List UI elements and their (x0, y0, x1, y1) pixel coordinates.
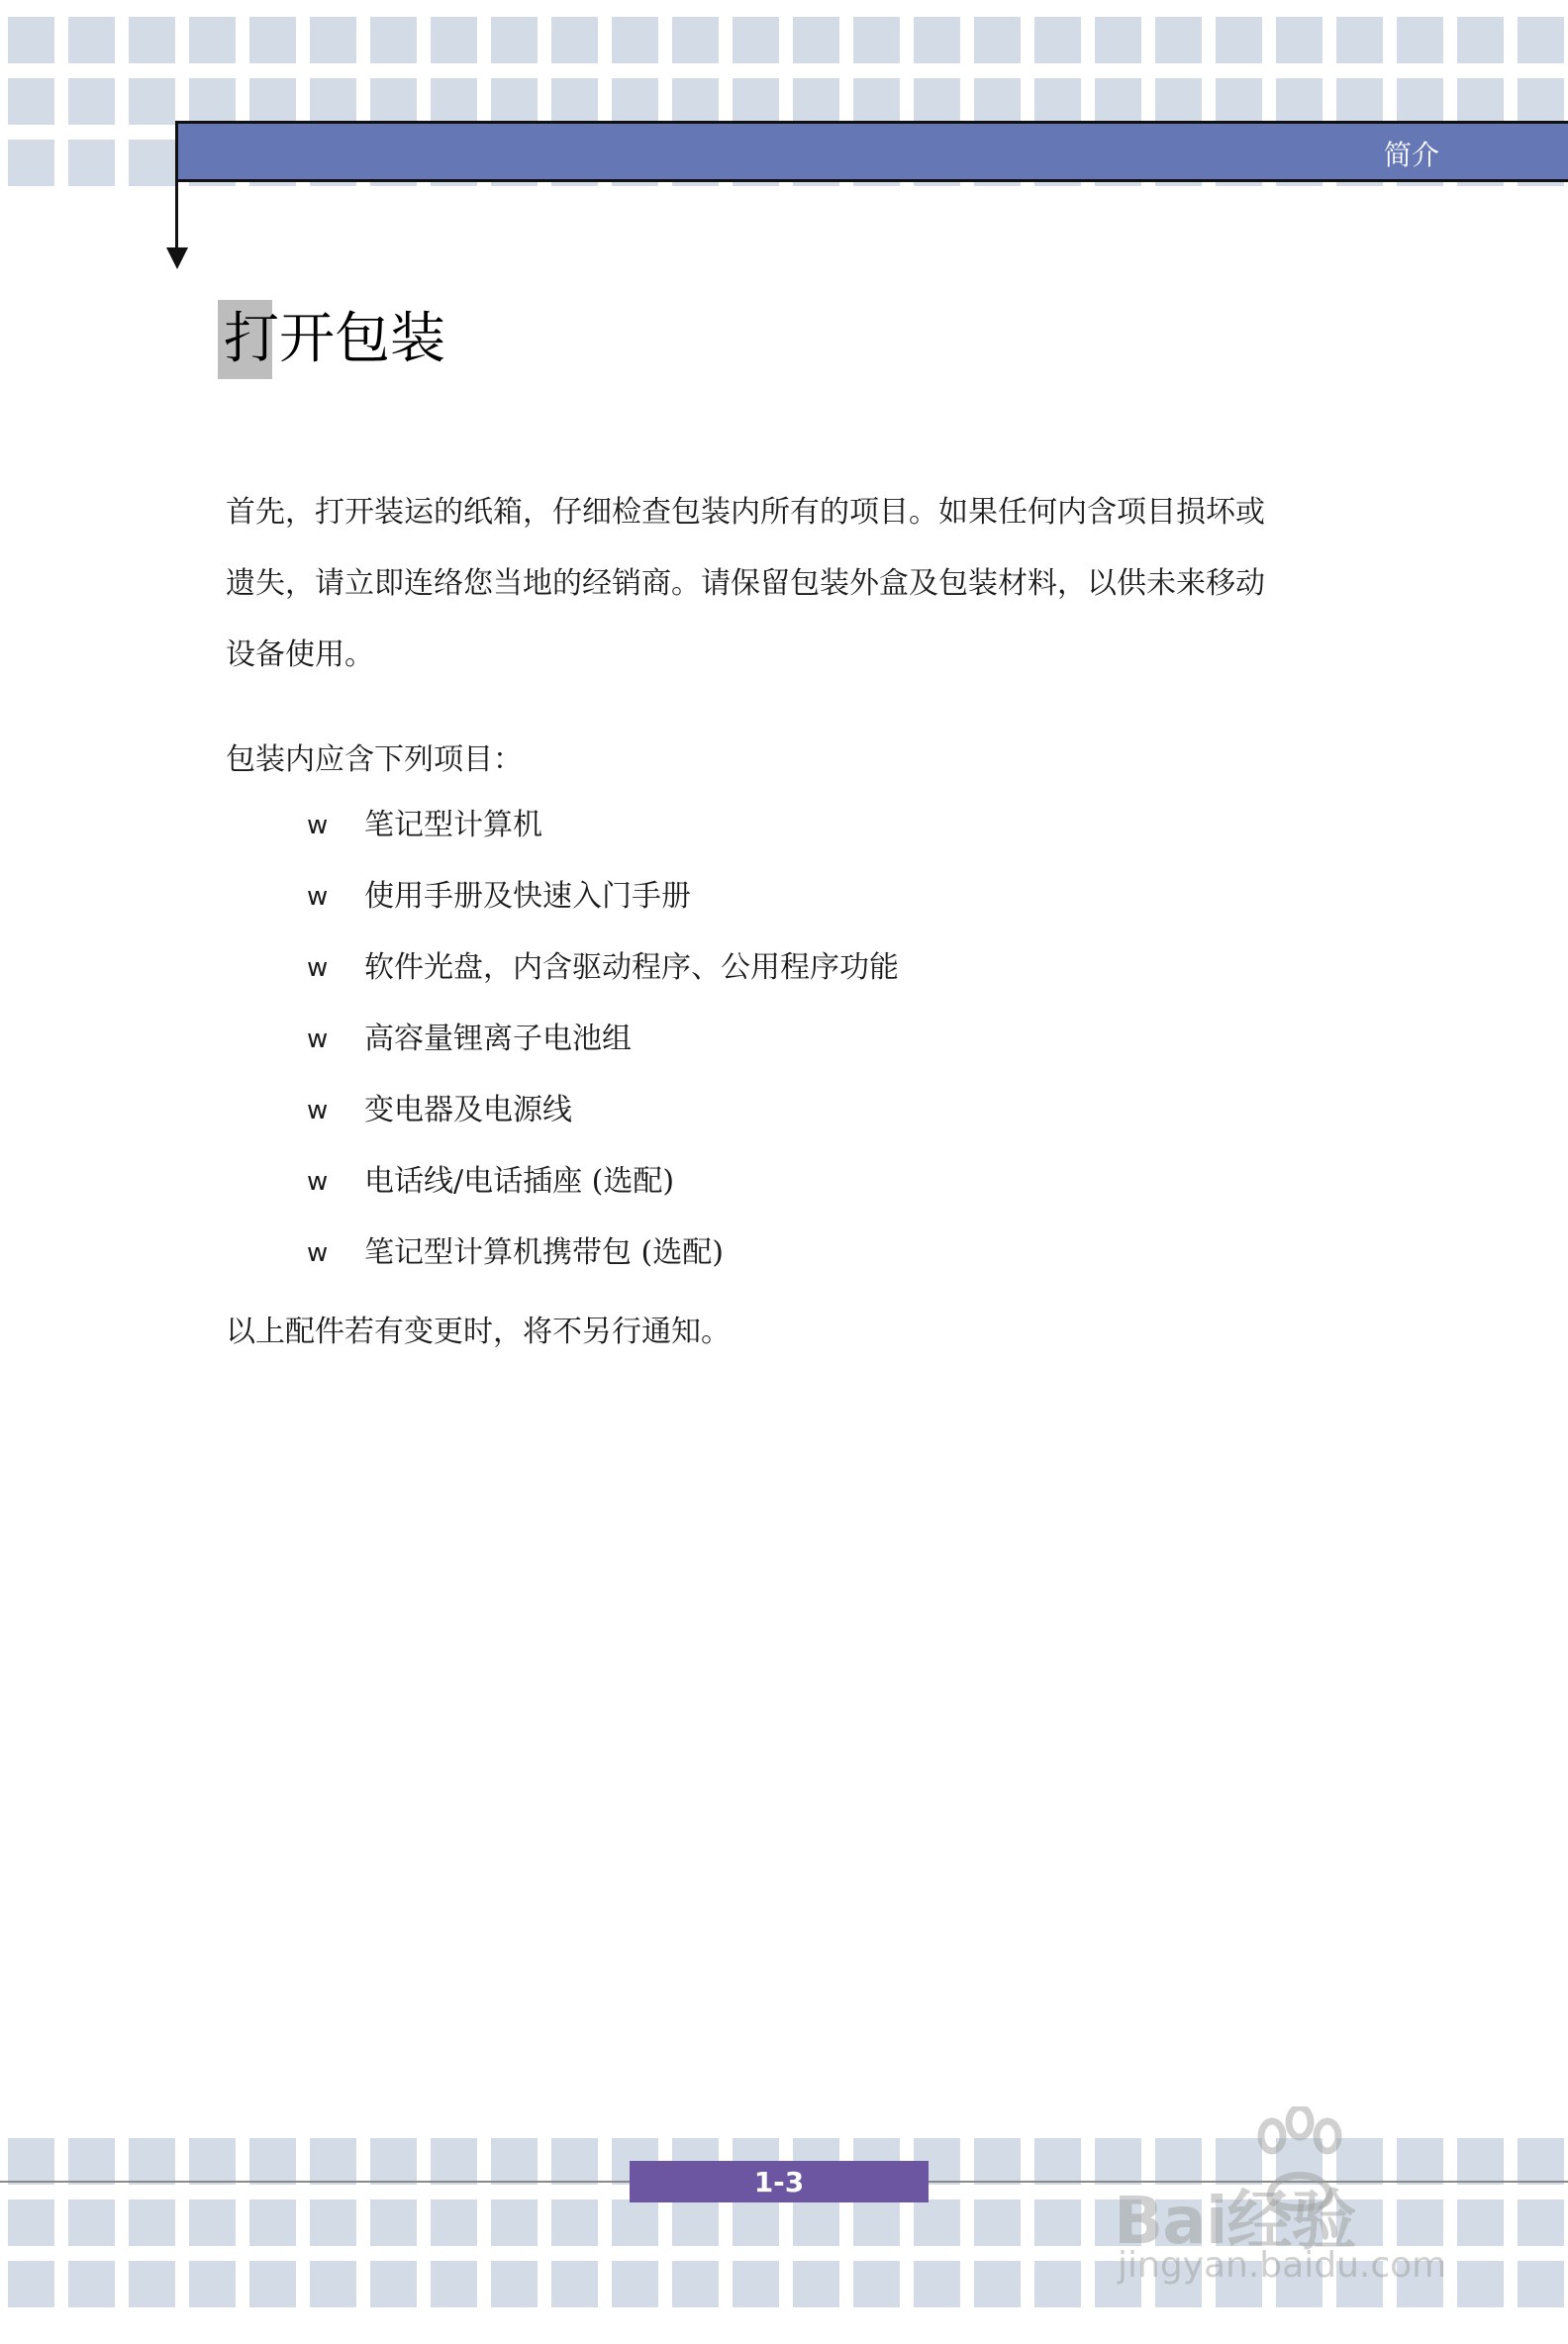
grid-square (733, 2199, 779, 2246)
header-bar (176, 121, 1568, 182)
grid-square (733, 2261, 779, 2307)
grid-square (370, 2199, 417, 2246)
grid-square (249, 2261, 296, 2307)
grid-square (974, 2199, 1021, 2246)
grid-square (310, 2199, 356, 2246)
bullet-icon: w (307, 882, 329, 912)
grid-square (249, 17, 296, 63)
list-item-text: 变电器及电源线 (364, 1093, 572, 1127)
grid-square (914, 2199, 960, 2246)
grid-square (853, 2199, 900, 2246)
grid-square (1095, 78, 1141, 125)
list-item-text: 高容量锂离子电池组 (364, 1022, 632, 1056)
grid-square (1034, 2138, 1081, 2185)
grid-square (1034, 2261, 1081, 2307)
grid-square (431, 2199, 477, 2246)
grid-square (491, 78, 538, 125)
grid-square (612, 17, 658, 63)
grid-square (1155, 78, 1202, 125)
grid-square (551, 2138, 598, 2185)
grid-square (551, 17, 598, 63)
grid-square (672, 78, 719, 125)
page-title: 打开包装 (224, 307, 445, 371)
list-item-text: 软件光盘，内含驱动程序、公用程序功能 (364, 950, 899, 985)
paragraph-line: 首先，打开装运的纸箱，仔细检查包装内所有的项目。如果任何内含项目损坏或 (226, 495, 1265, 530)
grid-square (672, 17, 719, 63)
grid-square (733, 17, 779, 63)
grid-square (189, 17, 236, 63)
list-item-text: 使用手册及快速入门手册 (364, 879, 691, 914)
package-items-list (226, 790, 1364, 1289)
grid-square (1518, 2261, 1564, 2307)
grid-square (310, 2261, 356, 2307)
grid-square (1518, 17, 1564, 63)
grid-square (914, 78, 960, 125)
grid-square (1216, 17, 1262, 63)
list-item (307, 1004, 1364, 1075)
grid-square (551, 78, 598, 125)
list-item (307, 1075, 1364, 1146)
grid-square (129, 2261, 175, 2307)
grid-square (1397, 17, 1443, 63)
grid-square (189, 2199, 236, 2246)
grid-square (1518, 2199, 1564, 2246)
grid-square (8, 2261, 54, 2307)
paragraph-line: 遗失，请立即连络您当地的经销商。请保留包装外盒及包装材料，以供未来移动 (226, 566, 1265, 601)
grid-square (491, 2261, 538, 2307)
grid-square (1518, 78, 1564, 125)
grid-square (1457, 78, 1504, 125)
grid-square (189, 78, 236, 125)
grid-square (1518, 2138, 1564, 2185)
list-intro: 包装内应含下列项目： (226, 742, 523, 777)
grid-square (370, 2261, 417, 2307)
grid-square (189, 2261, 236, 2307)
paragraph-line: 设备使用。 (226, 637, 374, 672)
grid-square (733, 78, 779, 125)
bullet-icon: w (307, 1096, 329, 1125)
grid-square (1095, 17, 1141, 63)
main-content (226, 477, 1364, 1362)
grid-square (551, 2199, 598, 2246)
grid-square (8, 17, 54, 63)
grid-square (1034, 78, 1081, 125)
list-item (307, 790, 1364, 861)
grid-square (793, 17, 839, 63)
grid-square (68, 78, 115, 125)
page-number: 1-3 (630, 2161, 929, 2202)
grid-square (491, 2138, 538, 2185)
grid-square (249, 2199, 296, 2246)
grid-square (1336, 17, 1383, 63)
grid-square (310, 78, 356, 125)
list-item (307, 1218, 1364, 1289)
grid-square (793, 78, 839, 125)
grid-square (68, 17, 115, 63)
grid-square (431, 2138, 477, 2185)
grid-square (853, 2261, 900, 2307)
grid-square (129, 78, 175, 125)
grid-square (129, 2199, 175, 2246)
grid-square (974, 2138, 1021, 2185)
grid-square (1216, 78, 1262, 125)
grid-square (129, 17, 175, 63)
grid-square (310, 2138, 356, 2185)
list-item-text: 笔记型计算机 (364, 808, 542, 842)
grid-square (129, 2138, 175, 2185)
grid-square (612, 2261, 658, 2307)
grid-square (431, 78, 477, 125)
bullet-icon: w (307, 1167, 329, 1197)
grid-square (1276, 17, 1323, 63)
grid-square (370, 17, 417, 63)
grid-square (249, 2138, 296, 2185)
grid-square (1276, 78, 1323, 125)
list-item-text: 电话线/电话插座 (选配) (364, 1164, 675, 1199)
section-title: 简介 (1383, 139, 1439, 171)
grid-square (1336, 78, 1383, 125)
grid-square (68, 140, 115, 186)
grid-square (370, 2138, 417, 2185)
intro-paragraph (226, 477, 1364, 691)
grid-square (370, 78, 417, 125)
grid-square (189, 2138, 236, 2185)
page-title-block (218, 300, 445, 379)
list-item (307, 932, 1364, 1004)
arrow-line (175, 121, 178, 247)
grid-square (68, 2261, 115, 2307)
grid-square (1457, 17, 1504, 63)
grid-square (1397, 78, 1443, 125)
grid-square (974, 2261, 1021, 2307)
grid-square (1034, 2199, 1081, 2246)
grid-square (8, 78, 54, 125)
grid-square (793, 2261, 839, 2307)
grid-square (612, 2199, 658, 2246)
grid-square (974, 78, 1021, 125)
grid-square (491, 17, 538, 63)
arrow-down-icon (166, 247, 188, 269)
bullet-icon: w (307, 1025, 329, 1054)
grid-square (431, 17, 477, 63)
grid-square (8, 2138, 54, 2185)
change-notice: 以上配件若有变更时，将不另行通知。 (226, 1315, 731, 1349)
list-item (307, 861, 1364, 932)
grid-square (612, 78, 658, 125)
grid-square (68, 2138, 115, 2185)
grid-square (853, 78, 900, 125)
grid-square (672, 2199, 719, 2246)
grid-square (310, 17, 356, 63)
grid-square (551, 2261, 598, 2307)
bullet-icon: w (307, 811, 329, 840)
grid-square (129, 140, 175, 186)
grid-square (914, 17, 960, 63)
grid-square (68, 2199, 115, 2246)
list-item-text: 笔记型计算机携带包 (选配) (364, 1235, 724, 1270)
grid-square (853, 17, 900, 63)
grid-square (431, 2261, 477, 2307)
bullet-icon: w (307, 953, 329, 983)
grid-square (1155, 17, 1202, 63)
grid-square (914, 2261, 960, 2307)
grid-square (1034, 17, 1081, 63)
list-item (307, 1146, 1364, 1218)
grid-square (249, 78, 296, 125)
grid-square (491, 2199, 538, 2246)
grid-square (793, 2199, 839, 2246)
grid-square (8, 140, 54, 186)
grid-square (974, 17, 1021, 63)
grid-square (672, 2261, 719, 2307)
bullet-icon: w (307, 1238, 329, 1268)
watermark-logo: Bai经验 (1114, 2183, 1356, 2259)
baidu-watermark (1114, 2106, 1510, 2285)
grid-square (8, 2199, 54, 2246)
watermark-url: jingyan.baidu.com (1118, 2245, 1447, 2286)
